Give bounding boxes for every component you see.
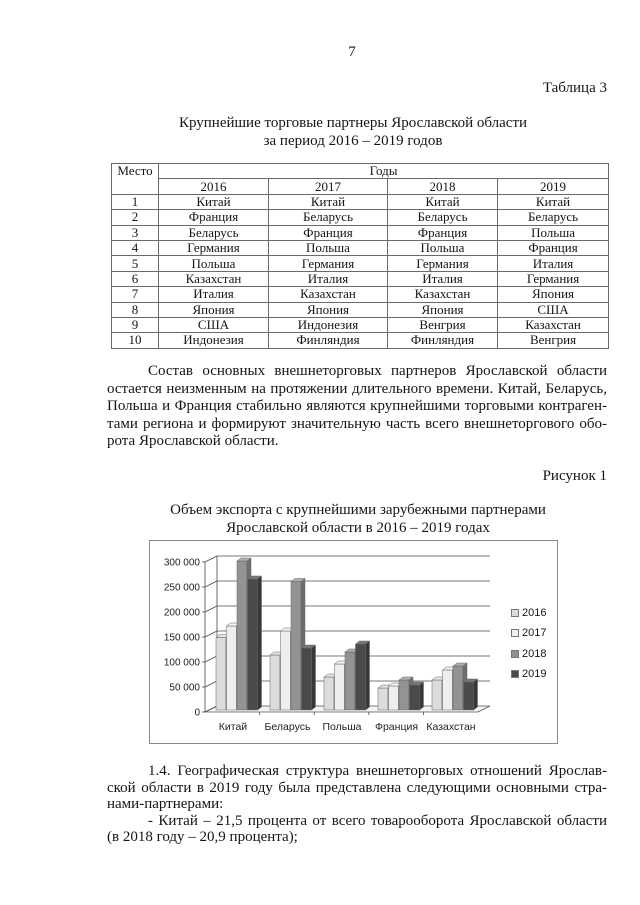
y-tick-label: 250 000 xyxy=(163,582,200,594)
table-cell-place: 2 xyxy=(112,210,159,225)
table-years-row xyxy=(112,179,609,194)
x-category-label: Китай xyxy=(218,721,248,733)
bar-side xyxy=(258,576,262,710)
column-header-year: 2019 xyxy=(498,179,609,194)
y-tick-label: 300 000 xyxy=(163,557,200,569)
bar-front xyxy=(410,685,420,710)
paragraph-line: Состав основных внешнеторговых партнеров Ярославской области xyxy=(148,363,607,379)
table-cell-country: Германия xyxy=(269,256,388,271)
chart-title-line-1: Объем экспорта с крупнейшими зарубежными партнерами xyxy=(170,502,546,518)
bar-front xyxy=(443,670,453,710)
legend-swatch-icon xyxy=(511,670,519,678)
table-cell-place: 7 xyxy=(112,287,159,302)
bar-front xyxy=(464,682,474,710)
table-header-row xyxy=(112,164,609,179)
bar-front xyxy=(237,561,247,710)
column-header-place: Место xyxy=(112,164,159,195)
bar-front xyxy=(281,631,291,710)
table-row xyxy=(112,194,609,209)
table-cell-place: 4 xyxy=(112,240,159,255)
table-cell-country: Польша xyxy=(159,256,269,271)
chart-title-line-2: Ярославской области в 2016 – 2019 годах xyxy=(226,520,490,536)
table-label: Таблица 3 xyxy=(542,80,607,96)
bar-front xyxy=(335,664,345,710)
gridline-connector xyxy=(205,606,217,612)
bar xyxy=(464,679,478,710)
paragraph-line: остается неизменным на протяжении длительного времени. Китай, Беларусь, xyxy=(107,380,607,397)
bar-front xyxy=(270,655,280,710)
table-cell-place: 1 xyxy=(112,194,159,209)
table-row xyxy=(112,240,609,255)
table-cell-country: Япония xyxy=(159,302,269,317)
table-cell-country: Казахстан xyxy=(498,317,609,332)
bar-front xyxy=(432,680,442,710)
table-cell-country: Германия xyxy=(498,271,609,286)
table-cell-country: Китай xyxy=(269,194,388,209)
table-cell-country: Беларусь xyxy=(269,210,388,225)
table-cell-country: Венгрия xyxy=(498,333,609,348)
bar-side xyxy=(474,679,478,710)
table-cell-country: Индонезия xyxy=(159,333,269,348)
page-number: 7 xyxy=(348,44,356,60)
table-row xyxy=(112,302,609,317)
chart-legend xyxy=(511,603,557,684)
bar-front xyxy=(248,579,258,710)
table-cell-country: Казахстан xyxy=(159,271,269,286)
table-cell-country: Индонезия xyxy=(269,317,388,332)
table-cell-country: Венгрия xyxy=(388,317,498,332)
table-cell-place: 3 xyxy=(112,225,159,240)
paragraph-line: рота Ярославской области. xyxy=(107,433,279,449)
table-cell-place: 9 xyxy=(112,317,159,332)
bar-front xyxy=(356,644,366,710)
table-title-line-1: Крупнейшие торговые партнеры Ярославской области xyxy=(178,115,528,131)
bar xyxy=(248,576,262,710)
gridline-connector xyxy=(205,681,217,687)
table-cell-country: Польша xyxy=(269,240,388,255)
partners-table xyxy=(111,163,609,349)
body-paragraph xyxy=(107,363,607,451)
bar-front xyxy=(389,686,399,710)
bar-front xyxy=(324,677,334,710)
bar xyxy=(410,682,424,710)
legend-item-2018 xyxy=(511,644,557,664)
table-title-line-2: за период 2016 – 2019 годов xyxy=(263,133,443,149)
table-row xyxy=(112,225,609,240)
table-cell-country: Польша xyxy=(388,240,498,255)
legend-item-2016 xyxy=(511,603,557,623)
legend-swatch-icon xyxy=(511,650,519,658)
table-cell-country: Италия xyxy=(159,287,269,302)
x-category-label: Беларусь xyxy=(264,721,311,733)
table-cell-country: Китай xyxy=(498,194,609,209)
gridline-connector xyxy=(205,581,217,587)
bar-side xyxy=(312,645,316,710)
table-cell-place: 8 xyxy=(112,302,159,317)
y-tick-label: 0 xyxy=(194,707,200,719)
bar-front xyxy=(399,680,409,710)
section-bullet-line: - Китай – 21,5 процента от всего товарооборота Ярославской области xyxy=(148,812,607,829)
legend-label: 2018 xyxy=(522,647,547,660)
legend-swatch-icon xyxy=(511,629,519,637)
table-cell-country: Казахстан xyxy=(269,287,388,302)
section-line: (в 2018 году – 20,9 процента); xyxy=(107,829,298,846)
y-tick-label: 200 000 xyxy=(163,607,200,619)
y-tick-label: 100 000 xyxy=(163,657,200,669)
table-cell-place: 5 xyxy=(112,256,159,271)
y-tick-label: 150 000 xyxy=(163,632,200,644)
table-cell-country: Германия xyxy=(159,240,269,255)
table-cell-country: Япония xyxy=(269,302,388,317)
bar-front xyxy=(345,652,355,710)
table-cell-country: Польша xyxy=(498,225,609,240)
table-row xyxy=(112,271,609,286)
bar xyxy=(302,645,316,710)
column-header-year: 2017 xyxy=(269,179,388,194)
table-cell-place: 6 xyxy=(112,271,159,286)
gridline-connector xyxy=(205,556,217,562)
legend-item-2017 xyxy=(511,623,557,643)
bar-front xyxy=(216,638,226,711)
table-cell-country: Беларусь xyxy=(498,210,609,225)
table-row xyxy=(112,256,609,271)
x-category-label: Польша xyxy=(322,721,362,733)
chart-plot xyxy=(149,540,557,743)
table-cell-country: Франция xyxy=(388,225,498,240)
bar-front xyxy=(291,582,301,711)
column-header-year: 2016 xyxy=(159,179,269,194)
table-cell-country: США xyxy=(159,317,269,332)
section-line: 1.4. Географическая структура внешнеторговых отношений Ярослав- xyxy=(148,763,607,779)
section-line: нами-партнерами: xyxy=(107,796,224,813)
legend-item-2019 xyxy=(511,664,557,684)
table-cell-country: Беларусь xyxy=(388,210,498,225)
legend-label: 2019 xyxy=(522,668,547,681)
paragraph-line: Польша и Франция стабильно являются крупнейшими торговыми контраген- xyxy=(107,398,607,414)
table-cell-country: Франция xyxy=(159,210,269,225)
bar-front xyxy=(378,688,388,710)
table-cell-country: Япония xyxy=(498,287,609,302)
figure-label: Рисунок 1 xyxy=(542,468,607,484)
section-1-4-paragraph xyxy=(107,763,607,846)
legend-label: 2016 xyxy=(522,607,547,620)
bar-front xyxy=(227,626,237,710)
table-cell-country: Беларусь xyxy=(159,225,269,240)
x-category-label: Франция xyxy=(374,721,419,733)
table-title xyxy=(103,114,603,150)
table-cell-country: Франция xyxy=(498,240,609,255)
column-header-years-group: Годы xyxy=(159,164,609,179)
chart-title xyxy=(108,501,608,537)
column-header-year: 2018 xyxy=(388,179,498,194)
table-cell-country: Казахстан xyxy=(388,287,498,302)
gridline-connector xyxy=(205,631,217,637)
table-row xyxy=(112,287,609,302)
bar-front xyxy=(302,648,312,710)
legend-swatch-icon xyxy=(511,609,519,617)
x-category-label: Казахстан xyxy=(426,721,476,733)
table-body xyxy=(112,194,609,348)
legend-label: 2017 xyxy=(522,627,547,640)
bar-side xyxy=(366,641,370,710)
table-cell-country: Италия xyxy=(269,271,388,286)
table-cell-country: Франция xyxy=(269,225,388,240)
gridline-connector xyxy=(205,656,217,662)
paragraph-line: тами региона и формируют значительную часть всего внешнеторгового обо- xyxy=(107,415,607,432)
table-cell-place: 10 xyxy=(112,333,159,348)
bar xyxy=(356,641,370,710)
table-cell-country: Китай xyxy=(159,194,269,209)
table-cell-country: США xyxy=(498,302,609,317)
bar-front xyxy=(453,666,463,710)
bar-side xyxy=(420,682,424,710)
y-tick-label: 50 000 xyxy=(169,682,200,694)
table-cell-country: Италия xyxy=(388,271,498,286)
table-cell-country: Китай xyxy=(388,194,498,209)
table-row xyxy=(112,210,609,225)
table-cell-country: Финляндия xyxy=(269,333,388,348)
table-row xyxy=(112,333,609,348)
section-line: ской области в 2019 году была представлена следующими основными стра- xyxy=(107,779,607,796)
table-cell-country: Германия xyxy=(388,256,498,271)
table-cell-country: Финляндия xyxy=(388,333,498,348)
table-row xyxy=(112,317,609,332)
table-cell-country: Япония xyxy=(388,302,498,317)
table-cell-country: Италия xyxy=(498,256,609,271)
